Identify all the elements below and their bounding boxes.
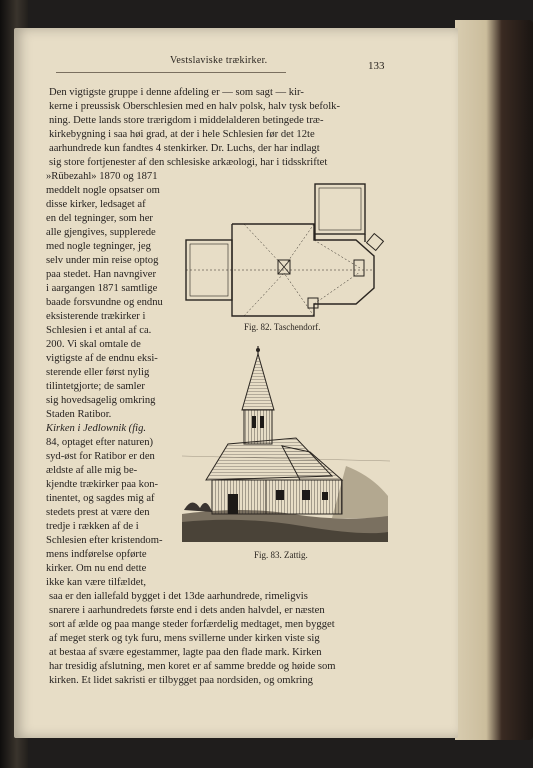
text-line: kirken. Et lidet sakristi er tilbygget paa nordsiden, og omkring <box>49 675 313 686</box>
header-rule <box>56 72 286 73</box>
text-line: med nogle tegninger, jeg <box>46 241 151 252</box>
text-line: Den vigtigste gruppe i denne afdeling er — som sagt — kir- <box>49 87 304 98</box>
text-line: tredje i rækken af de i <box>46 521 139 532</box>
page-number: 133 <box>368 60 385 72</box>
text-line: kirker. Om nu end dette <box>46 563 147 574</box>
text-line: disse kirker, ledsaget af <box>46 199 146 210</box>
text-line: 200. Vi skal omtale de <box>46 339 141 350</box>
text-line: sort af ælde og paa mange steder forfærdelig medtaget, men bygget <box>49 619 335 630</box>
text-line: sig store fortjenester af den schlesiske arkæologi, har i tidsskriftet <box>49 157 328 168</box>
figure-caption-82: Fig. 82. Taschendorf. <box>244 322 321 332</box>
text-line: »Rübezahl» 1870 og 1871 <box>46 171 158 182</box>
text-line: snarere i aarhundredets første end i dets anden halvdel, er næsten <box>49 605 325 616</box>
text-line: ikke kan være tilfældet, <box>46 577 147 588</box>
text-line: vigtigste af de endnu eksi- <box>46 353 158 364</box>
text-line: alle gjengives, supplerede <box>46 227 156 238</box>
text-line: sterende eller først nylig <box>46 367 150 378</box>
text-line: kjendte trækirker paa kon- <box>46 479 159 490</box>
text-line: eksisterende trækirker i <box>46 311 146 322</box>
text-line: syd-øst for Ratibor er den <box>46 451 155 462</box>
text-line: Kirken i Jedlownik (fig. <box>46 423 147 434</box>
text-line: at bestaa af svære egestammer, lagte paa den flade mark. Kirken <box>49 647 322 658</box>
text-line: 84, optaget efter naturen) <box>46 437 154 448</box>
text-line: tilintetgjorte; de samler <box>46 381 145 392</box>
text-line: ældste af alle mig be- <box>46 465 138 476</box>
text-line: kirkebygning i saa høi grad, at der i hele Schlesien før det 12te <box>49 129 315 140</box>
text-line: Schlesien efter kristendom- <box>46 535 163 546</box>
figure-caption-83: Fig. 83. Zattig. <box>254 550 308 560</box>
text-line: selv under min reise optog <box>46 255 159 266</box>
floor-plan-figure <box>184 180 388 320</box>
text-line: af meget sterk og tyk furu, mens svillerne under kirken viste sig <box>49 633 320 644</box>
text-line: kerne i preussisk Oberschlesien med en halv polsk, halv tysk befolk- <box>49 101 340 112</box>
text-line: meddelt nogle opsatser om <box>46 185 160 196</box>
text-line: stedets prest at være den <box>46 507 150 518</box>
text-line: aarhundrede kun fandtes 4 stenkirker. Dr. Luchs, der har indlagt <box>49 143 320 154</box>
text-line: tinentet, og sagdes mig af <box>46 493 155 504</box>
church-engraving-figure <box>182 346 390 546</box>
text-line: baade forsvundne og endnu <box>46 297 163 308</box>
text-line: sig hovedsagelig omkring <box>46 395 156 406</box>
text-line: Staden Ratibor. <box>46 409 112 420</box>
text-line: i aargangen 1871 samtlige <box>46 283 158 294</box>
text-line: saa er den iallefald bygget i det 13de aarhundrede, rimeligvis <box>49 591 308 602</box>
text-line: paa stedet. Han navngiver <box>46 269 157 280</box>
text-line: en del tegninger, som her <box>46 213 153 224</box>
book-page-edges <box>455 20 533 740</box>
text-line: mens indførelse opførte <box>46 549 147 560</box>
running-head: Vestslaviske trækirker. <box>170 55 268 66</box>
text-line: Schlesien i et antal af ca. <box>46 325 152 336</box>
text-line: har tresidig afslutning, men koret er af samme bredde og høide som <box>49 661 336 672</box>
text-line: ning. Dette lands store trærigdom i middelalderen betingede træ- <box>49 115 324 126</box>
